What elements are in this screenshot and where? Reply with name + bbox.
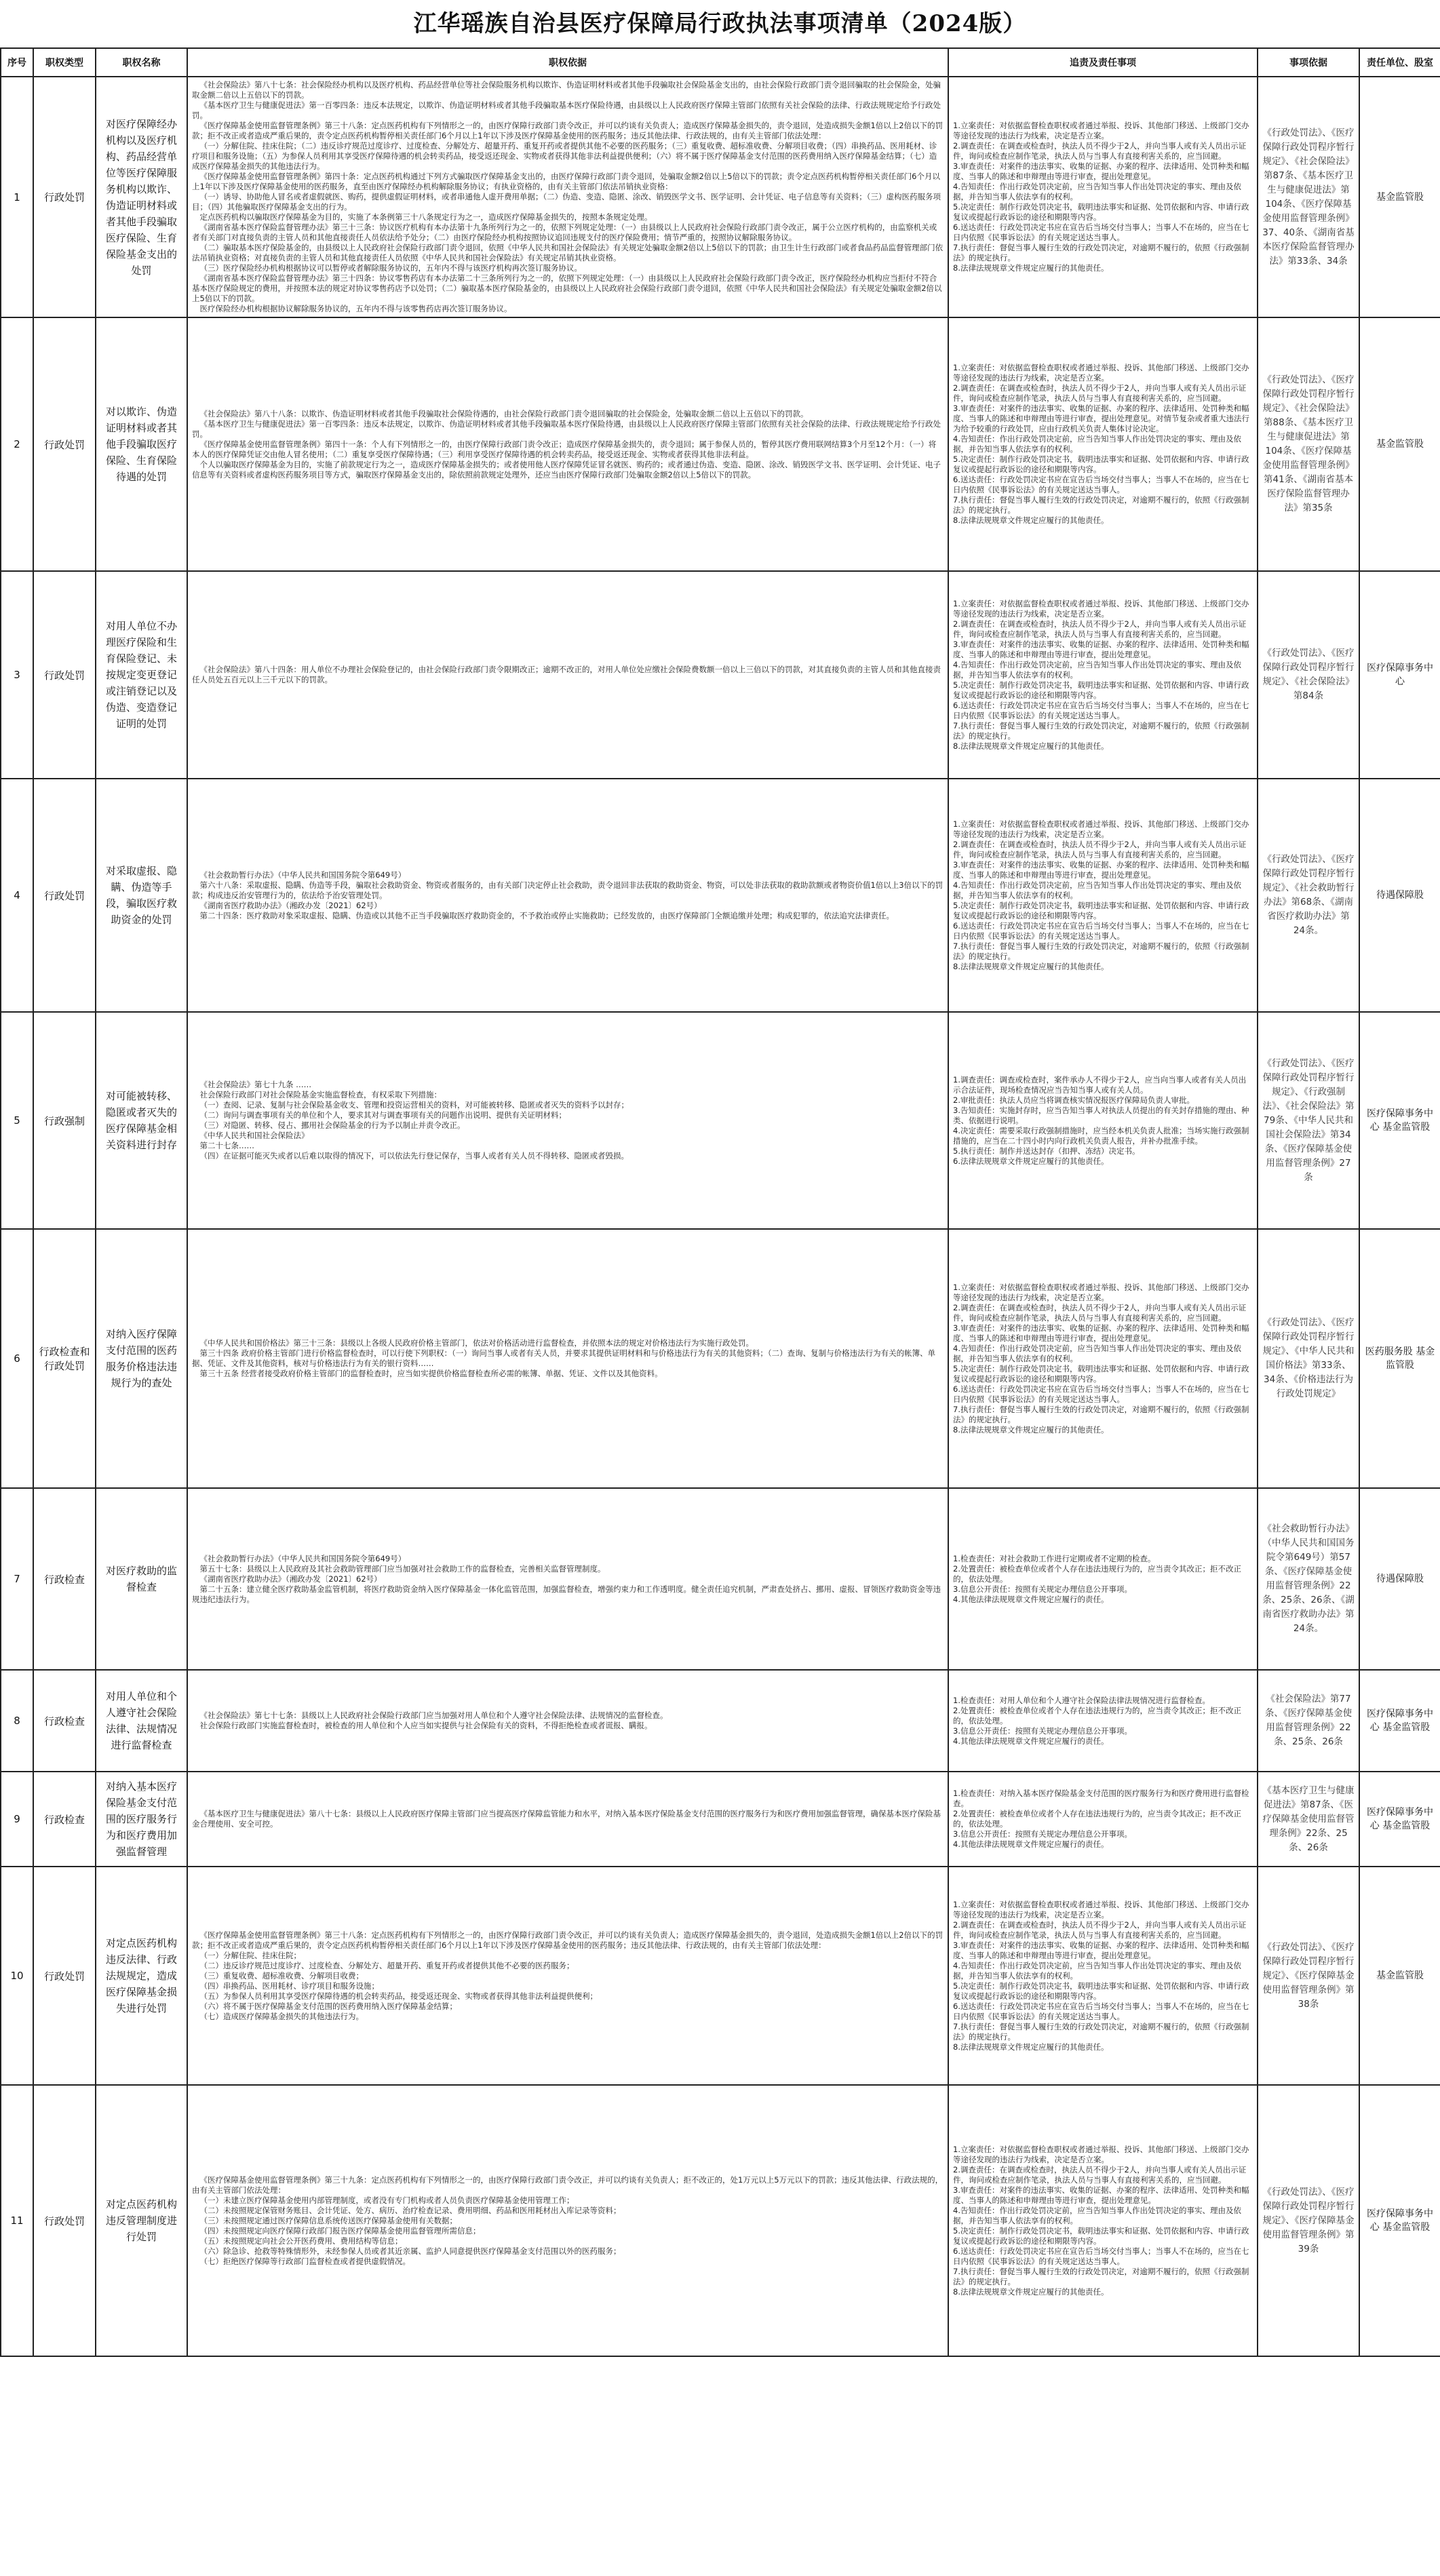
responsibility-line: 8.法律法规规章文件规定应履行的其他责任。 bbox=[953, 741, 1109, 751]
row-basis bbox=[187, 77, 948, 317]
responsibility-line: 3.审查责任：对案件的违法事实、收集的证据、办案的程序、法律适用、处罚种类和幅度、当事人的陈述和申辩理由等进行审查，提出处理意见。 bbox=[953, 1940, 1249, 1960]
responsibility-line: 3.审查责任：对案件的违法事实、收集的证据、办案的程序、法律适用、处罚种类和幅度、当事人的陈述和申辩理由等进行审查，提出处理意见。 bbox=[953, 859, 1249, 880]
basis-line: 第二十五条：建立健全医疗救助基金监管机制，将医疗救助资金纳入医疗保障基金一体化监管范围，加强监督检查，增强约束力和工作透明度。健全责任追究机制，严肃查处挤占、挪用、虚报、冒领医疗救助资金等违规违纪违法行为。 bbox=[192, 1584, 941, 1604]
row-name: 对可能被转移、隐匿或者灭失的医疗保障基金相关资料进行封存 bbox=[96, 1012, 187, 1229]
row-name: 对纳入医疗保障支付范围的医药服务价格违法违规行为的查处 bbox=[96, 1229, 187, 1488]
basis-line: 第三十五条 经营者接受政府价格主管部门的监督检查时，应当如实提供价格监督检查所必需的帐簿、单据、凭证、文件以及其他资料。 bbox=[199, 1369, 663, 1378]
row-type: 行政处罚 bbox=[33, 571, 96, 779]
basis-line: （七）拒绝医疗保障等行政部门监督检查或者提供虚假情况。 bbox=[199, 2256, 410, 2266]
row-responsibility bbox=[948, 571, 1258, 779]
basis-line: 《社会保险法》第七十七条：县级以上人民政府社会保险行政部门应当加强对用人单位和个人遵守社会保险法律、法规情况的监督检查。 bbox=[199, 1711, 668, 1720]
responsibility-line: 4.其他法律法规规章文件规定应履行的责任。 bbox=[953, 1839, 1109, 1849]
responsibility-line: 1.立案责任：对依据监督检查职权或者通过举报、投诉、其他部门移送、上级部门交办等途径发现的违法行为线索，决定是否立案。 bbox=[953, 363, 1249, 383]
responsibility-line: 4.告知责任：作出行政处罚决定前，应当告知当事人作出处罚决定的事实、理由及依据，并告知当事人依法享有的权利。 bbox=[953, 1960, 1241, 1980]
table-row bbox=[1, 1670, 1440, 1772]
row-responsibility bbox=[948, 779, 1258, 1012]
row-responsibility bbox=[948, 1229, 1258, 1488]
basis-line: 《基本医疗卫生与健康促进法》第一百零四条：违反本法规定，以欺诈、伪造证明材料或者其他手段骗取基本医疗保险待遇，由县级以上人民政府医疗保障主管部门依照有关社会保险的法律、行政法规规定给予行政处罚。 bbox=[192, 100, 941, 120]
basis-line: 《社会保险法》第八十四条：用人单位不办理社会保险登记的，由社会保险行政部门责令限期改正；逾期不改正的，对用人单位处应缴社会保险费数额一倍以上三倍以下的罚款，对其直接负责的主管人员和其他直接责任人员处五百元以上三千元以下的罚款。 bbox=[192, 665, 941, 684]
responsibility-line: 3.审查责任：对案件的违法事实、收集的证据、办案的程序、法律适用、处罚种类和幅度、当事人的陈述和申辩理由等进行审查，提出处理意见。 bbox=[953, 639, 1249, 659]
responsibility-line: 5.决定责任：制作行政处罚决定书，载明违法事实和证据、处罚依据和内容、申请行政复议或提起行政诉讼的途径和期限等内容。 bbox=[953, 202, 1249, 222]
row-name: 对采取虚报、隐瞒、伪造等手段，骗取医疗救助资金的处罚 bbox=[96, 779, 187, 1012]
row-type: 行政检查 bbox=[33, 1488, 96, 1670]
responsibility-line: 5.决定责任：制作行政处罚决定书，载明违法事实和证据、处罚依据和内容、申请行政复议或提起行政诉讼的途径和期限等内容。 bbox=[953, 454, 1249, 474]
responsibility-line: 2.审批责任：执法人员应当将调查核实情况报医疗保障局负责人审批。 bbox=[953, 1095, 1194, 1105]
basis-line: （二）未按照规定保管财务账目、会计凭证、处方、病历、治疗检查记录、费用明细、药品和医用耗材出入库记录等资料； bbox=[199, 2205, 621, 2215]
row-basis bbox=[187, 1229, 948, 1488]
responsibility-line: 6.送达责任：行政处罚决定书应在宣告后当场交付当事人；当事人不在场的，应当在七日内依照《民事诉讼法》的有关规定送达当事人。 bbox=[953, 475, 1249, 494]
basis-line: 《医疗保障基金使用监督管理条例》第三十八条：定点医药机构有下列情形之一的，由医疗保障行政部门责令改正，并可以约谈有关负责人；造成医疗保障基金损失的，责令退回，处造成损失金额1倍以上2倍以下的罚款；拒不改正或者造成严重后果的，责令定点医药机构暂停相关责任部门6个月以上1年以下涉及医疗保障基金使用的医药服务；违反其他法律、行政法规的，由有关主管部门依法处理： bbox=[192, 121, 943, 140]
responsibility-line: 6.送达责任：行政处罚决定书应在宣告后当场交付当事人；当事人不在场的，应当在七日内依照《民事诉讼法》的有关规定送达当事人。 bbox=[953, 2001, 1249, 2021]
responsibility-line: 3.告知责任：实施封存时，应当告知当事人对执法人员提出的有关封存措施的理由、种类、依据进行说明。 bbox=[953, 1105, 1249, 1125]
responsibility-line: 2.调查责任：在调查或检查时，执法人员不得少于2人，并向当事人或有关人员出示证件，询问或检查应制作笔录，执法人员与当事人有直接利害关系的，应当回避。 bbox=[953, 619, 1247, 639]
basis-line: 《基本医疗卫生与健康促进法》第八十七条：县级以上人民政府医疗保障主管部门应当提高医疗保障监管能力和水平，对纳入基本医疗保险基金支付范围的医疗服务行为和医疗费用加强监督管理，确保基本医疗保险基金合理使用、安全可控。 bbox=[192, 1809, 941, 1829]
basis-line: 《社会保险法》第八十七条：社会保险经办机构以及医疗机构、药品经营单位等社会保险服务机构以欺诈、伪造证明材料或者其他手段骗取社会保险基金支出的，由社会保险行政部门责令退回骗取的社会保险金，处骗取金额二倍以上五倍以下的罚款。 bbox=[192, 80, 941, 100]
row-type: 行政处罚 bbox=[33, 77, 96, 317]
basis-line: 社会保险行政部门对社会保险基金实施监督检查，有权采取下列措施： bbox=[199, 1090, 442, 1099]
row-number: 2 bbox=[1, 317, 33, 571]
table-row bbox=[1, 571, 1440, 779]
responsibility-line: 2.调查责任：在调查或检查时，执法人员不得少于2人，并向当事人或有关人员出示证件，询问或检查应制作笔录，执法人员与当事人有直接利害关系的，应当回避。 bbox=[953, 839, 1247, 859]
table-row bbox=[1, 1229, 1440, 1488]
row-unit: 医疗保障事务中心 基金监管股 bbox=[1359, 2085, 1440, 2356]
row-basis bbox=[187, 571, 948, 779]
row-unit: 基金监管股 bbox=[1359, 317, 1440, 571]
responsibility-line: 5.执行责任：制作并送达封存（扣押、冻结）决定书。 bbox=[953, 1146, 1140, 1156]
responsibility-line: 2.调查责任：在调查或检查时，执法人员不得少于2人，并向当事人或有关人员出示证件，询问或检查应制作笔录，执法人员与当事人有直接利害关系的，应当回避。 bbox=[953, 1919, 1247, 1940]
basis-line: （六）除急诊、抢救等特殊情形外，未经参保人员或者其近亲属、监护人同意提供医疗保障基金支付范围以外的医药服务； bbox=[199, 2246, 621, 2256]
basis-line: 《基本医疗卫生与健康促进法》第一百零四条：违反本法规定，以欺诈、伪造证明材料或者其他手段骗取基本医疗保险待遇，由县级以上人民政府医疗保障主管部门依照有关社会保险的法律、行政法规规定给予行政处罚。 bbox=[192, 418, 941, 439]
row-name: 对纳入基本医疗保险基金支付范围的医疗服务行为和医疗费用加强监督管理 bbox=[96, 1772, 187, 1867]
table-row bbox=[1, 2085, 1440, 2356]
basis-line: 《医疗保障基金使用监督管理条例》第三十九条：定点医药机构有下列情形之一的，由医疗保障行政部门责令改正，并可以约谈有关负责人；拒不改正的，处1万元以上5万元以下的罚款；违反其他法律、行政法规的，由有关主管部门依法处理： bbox=[192, 2174, 943, 2195]
responsibility-line: 3.审查责任：对案件的违法事实、收集的证据、办案的程序、法律适用、处罚种类和幅度、当事人的陈述和申辩理由等进行审查，提出处理意见。 bbox=[953, 1323, 1249, 1343]
row-number: 7 bbox=[1, 1488, 33, 1670]
responsibility-line: 8.法律法规规章文件规定应履行的其他责任。 bbox=[953, 961, 1109, 971]
table-row bbox=[1, 317, 1440, 571]
responsibility-line: 4.告知责任：作出行政处罚决定前，应当告知当事人作出处罚决定的事实、理由及依据，并告知当事人依法享有的权利。 bbox=[953, 2205, 1241, 2225]
basis-line: 《湖南省医疗救助办法》（湘政办发〔2021〕62号） bbox=[199, 900, 382, 910]
row-type: 行政处罚 bbox=[33, 1867, 96, 2085]
responsibility-line: 6.法律法规规章文件规定应履行的其他责任。 bbox=[953, 1156, 1109, 1166]
responsibility-line: 7.执行责任：督促当事人履行生效的行政处罚决定，对逾期不履行的，依照《行政强制法》的规定执行。 bbox=[953, 2021, 1249, 2042]
row-name: 对医疗保障经办机构以及医疗机构、药品经营单位等医疗保障服务机构以欺诈、伪造证明材料或者其他手段骗取医疗保险、生育保险基金支出的处罚 bbox=[96, 77, 187, 317]
responsibility-line: 1.立案责任：对依据监督检查职权或者通过举报、投诉、其他部门移送、上级部门交办等途径发现的违法行为线索，决定是否立案。 bbox=[953, 598, 1249, 619]
row-law: 《行政处罚法》、《医疗保障行政处罚程序暂行规定》、《行政强制法》、《社会保险法》第79条、《中华人民共和国社会保险法》第34条、《医疗保障基金使用监督管理条例》27条 bbox=[1258, 1012, 1359, 1229]
responsibility-line: 6.送达责任：行政处罚决定书应在宣告后当场交付当事人；当事人不在场的，应当在七日内依照《民事诉讼法》的有关规定送达当事人。 bbox=[953, 222, 1249, 242]
document-title: 江华瑶族自治县医疗保障局行政执法事项清单（2024版） bbox=[413, 10, 1027, 37]
basis-line: 《社会救助暂行办法》（中华人民共和国国务院令第649号） bbox=[199, 1553, 406, 1563]
row-number: 3 bbox=[1, 571, 33, 779]
row-unit: 基金监管股 bbox=[1359, 1867, 1440, 2085]
row-responsibility bbox=[948, 1772, 1258, 1867]
row-law: 《行政处罚法》、《医疗保障行政处罚程序暂行规定》、《医疗保障基金使用监督管理条例》第39条 bbox=[1258, 2085, 1359, 2356]
responsibility-line: 5.决定责任：制作行政处罚决定书，载明违法事实和证据、处罚依据和内容、申请行政复议或提起行政诉讼的途径和期限等内容。 bbox=[953, 680, 1249, 700]
row-law: 《行政处罚法》、《医疗保障行政处罚程序暂行规定》、《医疗保障基金使用监督管理条例》第38条 bbox=[1258, 1867, 1359, 2085]
row-number: 1 bbox=[1, 77, 33, 317]
basis-line: （二）骗取基本医疗保险基金的，由县级以上人民政府社会保险行政部门责令退回，依照《中华人民共和国社会保险法》有关规定处骗取金额2倍以上5倍以下的罚款；由卫生计生行政部门或者食品药品监督管理部门依法吊销执业资格；对直接负责的主管人员和其他直接责任人员依照《中华人民共和国社会保险法》有关规定吊销其执业资格。 bbox=[192, 243, 943, 262]
basis-line: （二）违反诊疗规范过度诊疗、过度检查、分解处方、超量开药、重复开药或者提供其他不必要的医药服务； bbox=[199, 1960, 575, 1970]
responsibility-line: 4.告知责任：作出行政处罚决定前，应当告知当事人作出处罚决定的事实、理由及依据，并告知当事人依法享有的权利。 bbox=[953, 1343, 1241, 1363]
row-number: 11 bbox=[1, 2085, 33, 2356]
row-responsibility bbox=[948, 1012, 1258, 1229]
responsibility-line: 1.立案责任：对依据监督检查职权或者通过举报、投诉、其他部门移送、上级部门交办等途径发现的违法行为线索，决定是否立案。 bbox=[953, 121, 1249, 140]
row-unit: 医药服务股 基金监管股 bbox=[1359, 1229, 1440, 1488]
row-law: 《社会保险法》第77条、《医疗保障基金使用监督管理条例》22条、25条、26条 bbox=[1258, 1670, 1359, 1772]
responsibility-line: 1.立案责任：对依据监督检查职权或者通过举报、投诉、其他部门移送、上级部门交办等途径发现的违法行为线索，决定是否立案。 bbox=[953, 1282, 1249, 1302]
row-unit: 医疗保障事务中心 基金监管股 bbox=[1359, 1772, 1440, 1867]
basis-line: 《湖南省医疗救助办法》（湘政办发〔2021〕62号） bbox=[199, 1574, 382, 1584]
basis-line: （二）询问与调查事项有关的单位和个人，要求其对与调查事项有关的问题作出说明、提供有关证明材料； bbox=[199, 1110, 566, 1120]
responsibility-line: 6.送达责任：行政处罚决定书应在宣告后当场交付当事人；当事人不在场的，应当在七日内依照《民事诉讼法》的有关规定送达当事人。 bbox=[953, 1384, 1249, 1404]
row-number: 4 bbox=[1, 779, 33, 1012]
responsibility-line: 7.执行责任：督促当事人履行生效的行政处罚决定，对逾期不履行的，依照《行政强制法》的规定执行。 bbox=[953, 1404, 1249, 1424]
row-law: 《行政处罚法》、《医疗保障行政处罚程序暂行规定》、《社会保险法》第87条、《基本医疗卫生与健康促进法》第104条、《医疗保障基金使用监督管理条例》37、40条、《湖南省基本医疗保险监督管理办法》第33条、34条 bbox=[1258, 77, 1359, 317]
row-basis bbox=[187, 1670, 948, 1772]
basis-line: （三）对隐匿、转移、侵占、挪用社会保险基金的行为予以制止并责令改正。 bbox=[199, 1120, 465, 1130]
responsibility-line: 7.执行责任：督促当事人履行生效的行政处罚决定，对逾期不履行的，依照《行政强制法》的规定执行。 bbox=[953, 720, 1249, 741]
row-type: 行政处罚 bbox=[33, 317, 96, 571]
basis-line: 《湖南省基本医疗保险监督管理办法》第三十三条：协议医疗机构有本办法第十九条所列行为之一的，依照下列规定处理：（一）由县级以上人民政府社会保险行政部门责令改正，属于公立医疗机构的，由监察机关或者有关部门对直接负责的主管人员和其他直接责任人员依法给予处分；（二）由医疗保险经办机构按照协议追回违规支付的医疗保险费用；情节严重的，按照协议解除服务协议。 bbox=[192, 222, 937, 242]
responsibility-line: 3.信息公开责任：按照有关规定办理信息公开事项。 bbox=[953, 1584, 1132, 1594]
basis-line: （四）在证据可能灭失或者以后难以取得的情况下，可以依法先行登记保存，当事人或者有关人员不得转移、隐匿或者毁损。 bbox=[199, 1151, 629, 1160]
table-row bbox=[1, 779, 1440, 1012]
row-basis bbox=[187, 1772, 948, 1867]
row-name: 对以欺诈、伪造证明材料或者其他手段骗取医疗保险、生育保险待遇的处罚 bbox=[96, 317, 187, 571]
basis-line: 《中华人民共和国社会保险法》 bbox=[199, 1131, 309, 1140]
basis-line: 社会保险行政部门实施监督检查时，被检查的用人单位和个人应当如实提供与社会保险有关的资料，不得拒绝检查或者谎报、瞒报。 bbox=[199, 1721, 653, 1730]
row-responsibility bbox=[948, 1670, 1258, 1772]
responsibility-line: 4.告知责任：作出行政处罚决定前，应当告知当事人作出处罚决定的事实、理由及依据，并告知当事人依法享有的权利。 bbox=[953, 880, 1241, 900]
header-type: 职权类型 bbox=[33, 48, 96, 77]
row-type: 行政处罚 bbox=[33, 779, 96, 1012]
row-responsibility bbox=[948, 2085, 1258, 2356]
basis-line: （一）诱导、协助他人冒名或者虚假就医、购药，提供虚假证明材料，或者串通他人虚开费用单据；（二）伪造、变造、隐匿、涂改、销毁医学文书、医学证明、会计凭证、电子信息等有关资料；（三）虚构医药服务项目；（四）其他骗取医疗保障基金支出的行为。 bbox=[192, 192, 941, 212]
row-type: 行政处罚 bbox=[33, 2085, 96, 2356]
responsibility-line: 6.送达责任：行政处罚决定书应在宣告后当场交付当事人；当事人不在场的，应当在七日内依照《民事诉讼法》的有关规定送达当事人。 bbox=[953, 700, 1249, 720]
row-type: 行政强制 bbox=[33, 1012, 96, 1229]
basis-line: （一）未建立医疗保障基金使用内部管理制度，或者没有专门机构或者人员负责医疗保障基金使用管理工作； bbox=[199, 2195, 575, 2205]
header-name: 职权名称 bbox=[96, 48, 187, 77]
responsibility-line: 5.决定责任：制作行政处罚决定书，载明违法事实和证据、处罚依据和内容、申请行政复议或提起行政诉讼的途径和期限等内容。 bbox=[953, 1363, 1249, 1384]
row-basis bbox=[187, 1488, 948, 1670]
table-row bbox=[1, 1488, 1440, 1670]
row-unit: 待遇保障股 bbox=[1359, 1488, 1440, 1670]
basis-line: （四）串换药品、医用耗材、诊疗项目和服务设施； bbox=[199, 1980, 379, 1991]
row-unit: 医疗保障事务中心 bbox=[1359, 571, 1440, 779]
row-name: 对医疗救助的监督检查 bbox=[96, 1488, 187, 1670]
table-row bbox=[1, 77, 1440, 317]
row-responsibility bbox=[948, 1488, 1258, 1670]
responsibility-line: 2.处置责任：被检查单位或者个人存在违法违规行为的，应当责令其改正；拒不改正的，依法处理。 bbox=[953, 1563, 1241, 1584]
row-name: 对用人单位和个人遵守社会保险法律、法规情况进行监督检查 bbox=[96, 1670, 187, 1772]
basis-line: （一）查阅、记录、复制与社会保险基金收支、管理和投资运营相关的资料，对可能被转移、隐匿或者灭失的资料予以封存； bbox=[199, 1100, 629, 1110]
responsibility-line: 2.调查责任：在调查或检查时，执法人员不得少于2人，并向当事人或有关人员出示证件，询问或检查应制作笔录，执法人员与当事人有直接利害关系的，应当回避。 bbox=[953, 1302, 1247, 1323]
basis-line: 《医疗保障基金使用监督管理条例》第三十八条：定点医药机构有下列情形之一的，由医疗保障行政部门责令改正，并可以约谈有关负责人；造成医疗保障基金损失的，责令退回，处造成损失金额1倍以上2倍以下的罚款；拒不改正或者造成严重后果的，责令定点医药机构暂停相关责任部门6个月以上1年以下涉及医疗保障基金使用的医药服务；违反其他法律、行政法规的，由有关主管部门依法处理： bbox=[192, 1930, 943, 1950]
responsibility-line: 1.立案责任：对依据监督检查职权或者通过举报、投诉、其他部门移送、上级部门交办等途径发现的违法行为线索，决定是否立案。 bbox=[953, 2144, 1249, 2164]
responsibility-line: 5.决定责任：制作行政处罚决定书，载明违法事实和证据、处罚依据和内容、申请行政复议或提起行政诉讼的途径和期限等内容。 bbox=[953, 900, 1249, 920]
row-name: 对定点医药机构违反管理制度进行处罚 bbox=[96, 2085, 187, 2356]
row-name: 对用人单位不办理医疗保险和生育保险登记、未按规定变更登记或注销登记以及伪造、变造登记证明的处罚 bbox=[96, 571, 187, 779]
row-basis bbox=[187, 1867, 948, 2085]
responsibility-line: 8.法律法规规章文件规定应履行的其他责任。 bbox=[953, 2286, 1109, 2297]
table-row bbox=[1, 1772, 1440, 1867]
table-row bbox=[1, 1012, 1440, 1229]
basis-line: 《中华人民共和国价格法》第三十三条：县级以上各级人民政府价格主管部门，依法对价格活动进行监督检查，并依照本法的规定对价格违法行为实施行政处罚。 bbox=[199, 1338, 754, 1348]
row-law: 《社会救助暂行办法》（中华人民共和国国务院令第649号）第57条、《医疗保障基金使用监督管理条例》22条、25条、26条、《湖南省医疗救助办法》第24条。 bbox=[1258, 1488, 1359, 1670]
responsibility-line: 2.调查责任：在调查或检查时，执法人员不得少于2人，并向当事人或有关人员出示证件，询问或检查应制作笔录，执法人员与当事人有直接利害关系的，应当回避。 bbox=[953, 2164, 1247, 2185]
basis-line: 《医疗保障基金使用监督管理条例》第四十条：定点医药机构通过下列方式骗取医疗保障基金支出的，由医疗保障行政部门责令退回，处骗取金额2倍以上5倍以下的罚款；责令定点医药机构暂停相关责任部门6个月以上1年以下涉及医疗保障基金使用的医药服务，直至由医疗保障经办机构解除服务协议；有执业资格的，由有关主管部门依法吊销执业资格： bbox=[192, 172, 940, 191]
responsibility-line: 3.信息公开责任：按照有关规定办理信息公开事项。 bbox=[953, 1829, 1132, 1839]
enforcement-table bbox=[0, 47, 1440, 2357]
responsibility-line: 5.决定责任：制作行政处罚决定书，载明违法事实和证据、处罚依据和内容、申请行政复议或提起行政诉讼的途径和期限等内容。 bbox=[953, 2225, 1249, 2246]
responsibility-line: 5.决定责任：制作行政处罚决定书，载明违法事实和证据、处罚依据和内容、申请行政复议或提起行政诉讼的途径和期限等内容。 bbox=[953, 1980, 1249, 2001]
row-basis bbox=[187, 1012, 948, 1229]
basis-line: （六）将不属于医疗保障基金支付范围的医药费用纳入医疗保障基金结算； bbox=[199, 2001, 457, 2011]
row-number: 10 bbox=[1, 1867, 33, 2085]
row-responsibility bbox=[948, 77, 1258, 317]
basis-line: （三）重复收费、超标准收费、分解项目收费； bbox=[199, 1970, 364, 1980]
responsibility-line: 1.调查责任：调查或检查时，案件承办人不得少于2人，应当向当事人或者有关人员出示合法证件，现场检查情况应当告知当事人或有关人员。 bbox=[953, 1074, 1247, 1095]
basis-line: （一）分解住院、挂床住院； bbox=[199, 1950, 301, 1960]
row-law: 《行政处罚法》、《医疗保障行政处罚程序暂行规定》、《中华人民共和国价格法》第33条、34条、《价格违法行为行政处罚规定》 bbox=[1258, 1229, 1359, 1488]
responsibility-line: 7.执行责任：督促当事人履行生效的行政处罚决定，对逾期不履行的，依照《行政强制法》的规定执行。 bbox=[953, 243, 1249, 262]
row-number: 8 bbox=[1, 1670, 33, 1772]
row-type: 行政检查和行政处罚 bbox=[33, 1229, 96, 1488]
basis-line: 个人以骗取医疗保障基金为目的，实施了前款规定行为之一，造成医疗保障基金损失的；或者使用他人医疗保障凭证冒名就医、购药的；或者通过伪造、变造、隐匿、涂改、销毁医学文书、医学证明、会计凭证、电子信息等有关资料或者虚构医药服务项目等方式，骗取医疗保障基金支出的，除依照前款规定处理外，还应当由医疗保障行政部门处骗取金额2倍以上5倍以下的罚款。 bbox=[192, 459, 941, 480]
row-number: 5 bbox=[1, 1012, 33, 1229]
row-law: 《行政处罚法》、《医疗保障行政处罚程序暂行规定》、《社会救助暂行办法》第68条、《湖南省医疗救助办法》第24条。 bbox=[1258, 779, 1359, 1012]
responsibility-line: 7.执行责任：督促当事人履行生效的行政处罚决定，对逾期不履行的，依照《行政强制法》的规定执行。 bbox=[953, 495, 1249, 515]
responsibility-line: 1.立案责任：对依据监督检查职权或者通过举报、投诉、其他部门移送、上级部门交办等途径发现的违法行为线索，决定是否立案。 bbox=[953, 819, 1249, 839]
row-responsibility bbox=[948, 317, 1258, 571]
basis-line: （一）分解住院、挂床住院；（二）违反诊疗规范过度诊疗、过度检查、分解处方、超量开药、重复开药或者提供其他不必要的医药服务；（三）重复收费、超标准收费、分解项目收费；（四）串换药品、医用耗材、诊疗项目和服务设施；（五）为参保人员利用其享受医疗保障待遇的机会转卖药品，接受返还现金、实物或者获得其他非法利益提供便利；（六）将不属于医疗保障基金支付范围的医药费用纳入医疗保障基金结算；（七）造成医疗保障基金损失的其他违法行为。 bbox=[192, 141, 937, 171]
responsibility-line: 8.法律法规规章文件规定应履行的其他责任。 bbox=[953, 2042, 1109, 2052]
basis-line: 第六十八条：采取虚报、隐瞒、伪造等手段，骗取社会救助资金、物资或者服务的，由有关部门决定停止社会救助，责令退回非法获取的救助资金、物资，可以处非法获取的救助款额或者物资价值1倍以上3倍以下的罚款；构成违反治安管理行为的，依法给予治安管理处罚。 bbox=[192, 880, 943, 900]
row-name: 对定点医药机构违反法律、行政法规规定，造成医疗保障基金损失进行处罚 bbox=[96, 1867, 187, 2085]
row-law: 《行政处罚法》、《医疗保障行政处罚程序暂行规定》、《社会保险法》第84条 bbox=[1258, 571, 1359, 779]
responsibility-line: 4.其他法律法规规章文件规定应履行的责任。 bbox=[953, 1594, 1109, 1604]
basis-line: （四）未按照规定向医疗保障行政部门报告医疗保障基金使用监督管理所需信息； bbox=[199, 2225, 481, 2236]
responsibility-line: 1.立案责任：对依据监督检查职权或者通过举报、投诉、其他部门移送、上级部门交办等途径发现的违法行为线索，决定是否立案。 bbox=[953, 1899, 1249, 1919]
header-basis: 职权依据 bbox=[187, 48, 948, 77]
row-number: 9 bbox=[1, 1772, 33, 1867]
responsibility-line: 7.执行责任：督促当事人履行生效的行政处罚决定，对逾期不履行的，依照《行政强制法》的规定执行。 bbox=[953, 2266, 1249, 2286]
responsibility-line: 2.处置责任：被检查单位或者个人存在违法违规行为的，应当责令其改正；拒不改正的，依法处理。 bbox=[953, 1705, 1241, 1725]
responsibility-line: 2.调查责任：在调查或检查时，执法人员不得少于2人，并向当事人或有关人员出示证件，询问或检查应制作笔录，执法人员与当事人有直接利害关系的，应当回避。 bbox=[953, 141, 1247, 161]
responsibility-line: 4.其他法律法规规章文件规定应履行的责任。 bbox=[953, 1736, 1109, 1746]
basis-line: 第五十七条：县级以上人民政府及其社会救助管理部门应当加强对社会救助工作的监督检查，完善相关监督管理制度。 bbox=[199, 1563, 606, 1574]
row-type: 行政检查 bbox=[33, 1670, 96, 1772]
responsibility-line: 1.检查责任：对用人单位和个人遵守社会保险法律法规情况进行监督检查。 bbox=[953, 1695, 1210, 1705]
row-law: 《基本医疗卫生与健康促进法》第87条、《医疗保障基金使用监督管理条例》22条、25条、26条 bbox=[1258, 1772, 1359, 1867]
basis-line: 医疗保险经办机构根据协议解除服务协议的，五年内不得与该零售药店再次签订服务协议。 bbox=[199, 304, 512, 313]
responsibility-line: 2.调查责任：在调查或检查时，执法人员不得少于2人，并向当事人或有关人员出示证件，询问或检查应制作笔录，执法人员与当事人有直接利害关系的，应当回避。 bbox=[953, 383, 1247, 403]
responsibility-line: 1.检查责任：对社会救助工作进行定期或者不定期的检查。 bbox=[953, 1553, 1156, 1563]
row-basis bbox=[187, 317, 948, 571]
row-unit: 基金监管股 bbox=[1359, 77, 1440, 317]
row-unit: 医疗保障事务中心 基金监管股 bbox=[1359, 1012, 1440, 1229]
basis-line: 定点医药机构以骗取医疗保障基金为目的，实施了本条例第三十八条规定行为之一，造成医疗保障基金损失的，按照本条规定处理。 bbox=[199, 212, 653, 222]
responsibility-line: 8.法律法规规章文件规定应履行的其他责任。 bbox=[953, 1424, 1109, 1435]
responsibility-line: 4.告知责任：作出行政处罚决定前，应当告知当事人作出处罚决定的事实、理由及依据，并告知当事人依法享有的权利。 bbox=[953, 659, 1241, 680]
responsibility-line: 4.告知责任：作出行政处罚决定前，应当告知当事人作出处罚决定的事实、理由及依据，并告知当事人依法享有的权利。 bbox=[953, 182, 1241, 201]
basis-line: （七）造成医疗保障基金损失的其他违法行为。 bbox=[199, 2011, 364, 2021]
row-responsibility bbox=[948, 1867, 1258, 2085]
responsibility-line: 4.告知责任：作出行政处罚决定前，应当告知当事人作出处罚决定的事实、理由及依据，并告知当事人依法享有的权利。 bbox=[953, 434, 1241, 454]
row-unit: 医疗保障事务中心 基金监管股 bbox=[1359, 1670, 1440, 1772]
basis-line: 《医疗保障基金使用监督管理条例》第四十一条：个人有下列情形之一的，由医疗保障行政部门责令改正；造成医疗保障基金损失的，责令退回；属于参保人员的，暂停其医疗费用联网结算3个月至12个月：（一）将本人的医疗保障凭证交由他人冒名使用；（二）重复享受医疗保障待遇；（三）利用享受医疗保障待遇的机会转卖药品，接受返还现金、实物或者获得其他非法利益。 bbox=[192, 439, 937, 459]
responsibility-line: 8.法律法规规章文件规定应履行的其他责任。 bbox=[953, 263, 1109, 273]
responsibility-line: 3.审查责任：对案件的违法事实、收集的证据、办案的程序、法律适用、处罚种类和幅度、当事人的陈述和申辩理由等进行审查，提出处理意见。对情节复杂或者重大违法行为给予较重的行政处罚，应由行政机关负责人集体讨论决定。 bbox=[953, 404, 1249, 433]
row-number: 6 bbox=[1, 1229, 33, 1488]
table-row bbox=[1, 1867, 1440, 2085]
header-law: 事项依据 bbox=[1258, 48, 1359, 77]
basis-line: 第二十七条…… bbox=[199, 1141, 254, 1150]
responsibility-line: 6.送达责任：行政处罚决定书应在宣告后当场交付当事人；当事人不在场的，应当在七日内依照《民事诉讼法》的有关规定送达当事人。 bbox=[953, 920, 1249, 941]
row-law: 《行政处罚法》、《医疗保障行政处罚程序暂行规定》、《社会保险法》第88条、《基本医疗卫生与健康促进法》第104条、《医疗保障基金使用监督管理条例》第41条、《湖南省基本医疗保险监督管理办法》第35条 bbox=[1258, 317, 1359, 571]
basis-line: （五）为参保人员利用其享受医疗保障待遇的机会转卖药品，接受返还现金、实物或者获得其他非法利益提供便利； bbox=[199, 1991, 598, 2001]
basis-line: 第三十四条 政府价格主管部门进行价格监督检查时，可以行使下列职权：（一）询问当事人或者有关人员，并要求其提供证明材料和与价格违法行为有关的其他资料；（二）查询、复制与价格违法行为有关的帐簿、单据、凭证、文件及其他资料，核对与价格违法行为有关的银行资料…… bbox=[192, 1348, 936, 1368]
responsibility-line: 6.送达责任：行政处罚决定书应在宣告后当场交付当事人；当事人不在场的，应当在七日内依照《民事诉讼法》的有关规定送达当事人。 bbox=[953, 2246, 1249, 2266]
responsibility-line: 4.决定责任：需要采取行政强制措施时，应当经本机关负责人批准；当场实施行政强制措施的，应当在二十四小时内向行政机关负责人报告，并补办批准手续。 bbox=[953, 1125, 1249, 1146]
table-header-row bbox=[1, 48, 1440, 77]
basis-line: 《社会救助暂行办法》（中华人民共和国国务院令第649号） bbox=[199, 870, 406, 880]
responsibility-line: 8.法律法规规章文件规定应履行的其他责任。 bbox=[953, 515, 1109, 525]
responsibility-line: 1.检查责任：对纳入基本医疗保险基金支付范围的医疗服务行为和医疗费用进行监督检查。 bbox=[953, 1789, 1249, 1808]
basis-line: 《湖南省基本医疗保险监督管理办法》第三十四条：协议零售药店有本办法第二十三条所列行为之一的，依照下列规定处理：（一）由县级以上人民政府社会保险行政部门责令改正，医疗保险经办机构应当拒付不符合基本医疗保险规定的费用，并按照本法的规定对协议零售药店予以处罚；（二）骗取基本医疗保险基金的，由县级以上人民政府社会保险行政部门责令退回，依照《中华人民共和国社会保险法》有关规定处骗取金额2倍以上5倍以下的罚款。 bbox=[192, 273, 942, 303]
responsibility-line: 2.处置责任：被检查单位或者个人存在违法违规行为的，应当责令其改正；拒不改正的，依法处理。 bbox=[953, 1809, 1241, 1829]
row-unit: 待遇保障股 bbox=[1359, 779, 1440, 1012]
responsibility-line: 3.审查责任：对案件的违法事实、收集的证据、办案的程序、法律适用、处罚种类和幅度、当事人的陈述和申辩理由等进行审查，提出处理意见。 bbox=[953, 161, 1249, 181]
basis-line: （五）未按照规定向社会公开医药费用、费用结构等信息； bbox=[199, 2236, 403, 2246]
basis-line: 《社会保险法》第八十八条：以欺诈、伪造证明材料或者其他手段骗取社会保险待遇的，由社会保险行政部门责令退回骗取的社会保险金，处骗取金额二倍以上五倍以下的罚款。 bbox=[199, 408, 809, 418]
row-type: 行政检查 bbox=[33, 1772, 96, 1867]
header-unit: 责任单位、股室 bbox=[1359, 48, 1440, 77]
header-no: 序号 bbox=[1, 48, 33, 77]
basis-line: （三）未按照规定通过医疗保障信息系统传送医疗保障基金使用有关数据； bbox=[199, 2215, 457, 2225]
responsibility-line: 3.信息公开责任：按照有关规定办理信息公开事项。 bbox=[953, 1725, 1132, 1736]
basis-line: 《社会保险法》第七十九条 …… bbox=[199, 1080, 312, 1089]
basis-line: 第二十四条：医疗救助对象采取虚报、隐瞒、伪造或以其他不正当手段骗取医疗救助资金的，不予救治或停止实施救助；已经发放的，由医疗保障部门全额追缴并处理；构成犯罪的，依法追究法律责任。 bbox=[199, 910, 894, 920]
header-responsibility: 追责及责任事项 bbox=[948, 48, 1258, 77]
responsibility-line: 3.审查责任：对案件的违法事实、收集的证据、办案的程序、法律适用、处罚种类和幅度、当事人的陈述和申辩理由等进行审查，提出处理意见。 bbox=[953, 2185, 1249, 2205]
basis-line: （三）医疗保险经办机构根据协议可以暂停或者解除服务协议的，五年内不得与该医疗机构再次签订服务协议。 bbox=[199, 263, 582, 273]
row-basis bbox=[187, 2085, 948, 2356]
responsibility-line: 7.执行责任：督促当事人履行生效的行政处罚决定，对逾期不履行的，依照《行政强制法》的规定执行。 bbox=[953, 941, 1249, 961]
row-basis bbox=[187, 779, 948, 1012]
